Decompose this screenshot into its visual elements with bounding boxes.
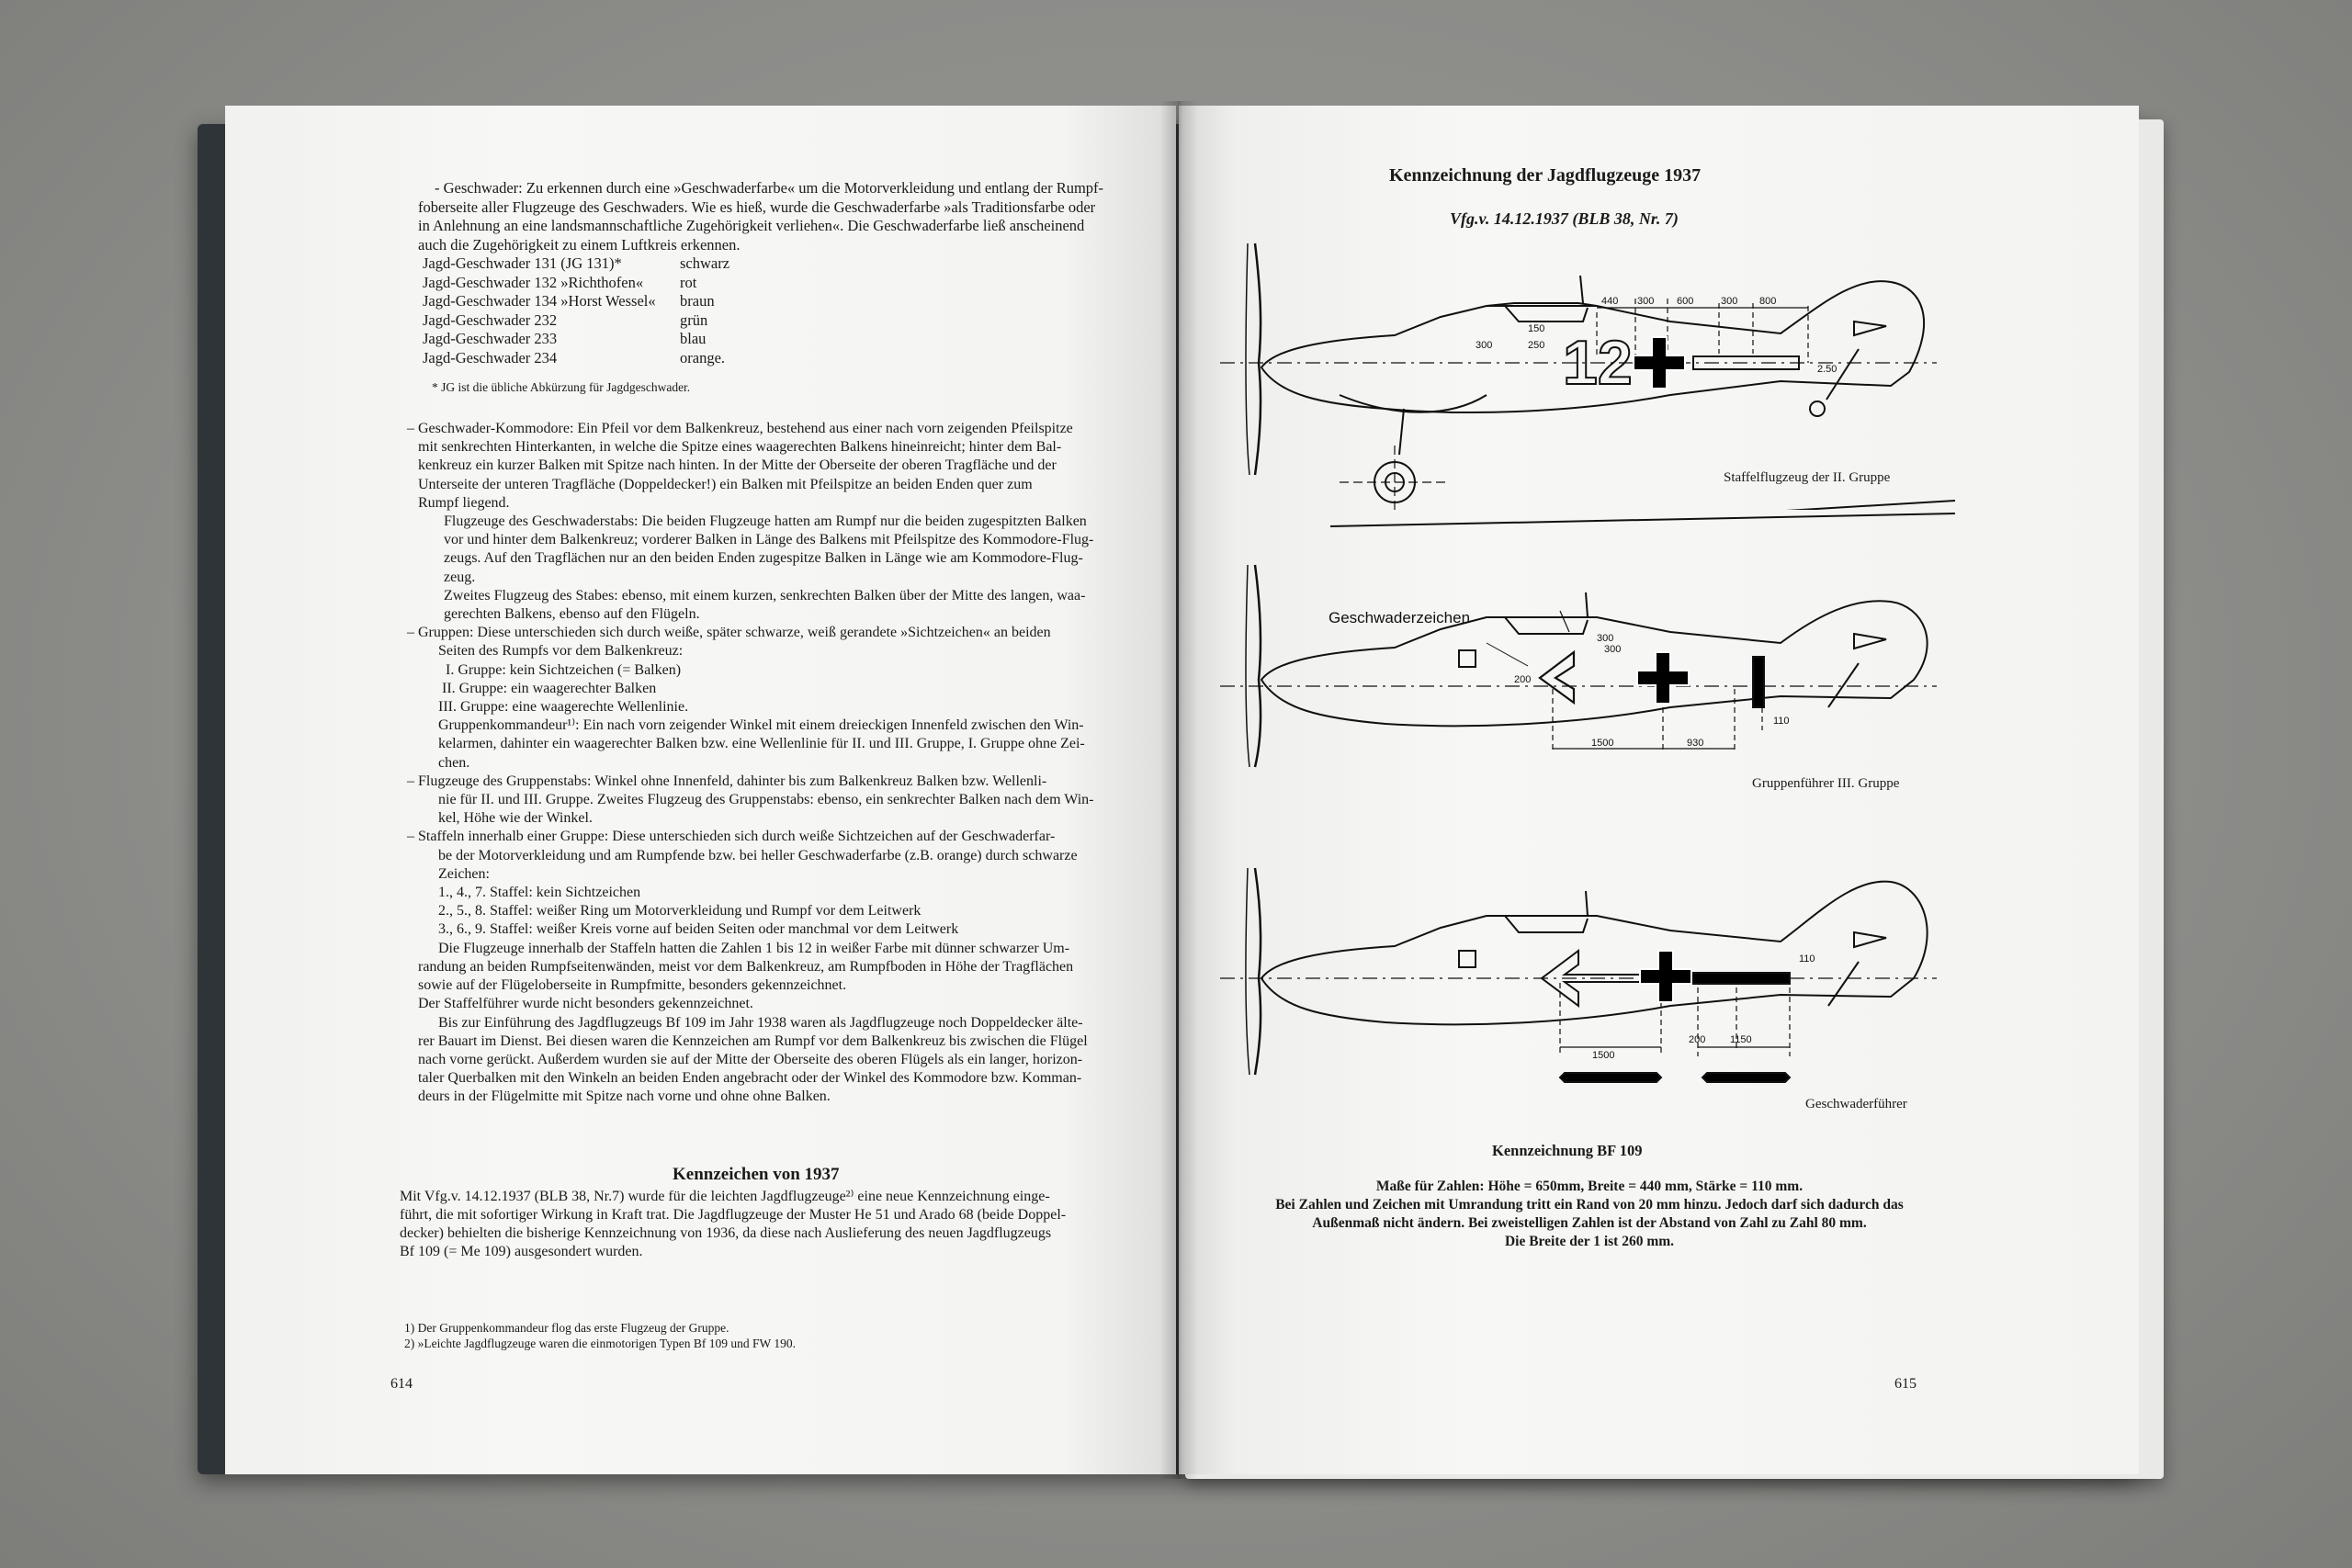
text-line: mit senkrechten Hinterkanten, in welche die Spitze eines waagerechten Balkens hineinreicht; hinter dem Bal- [418,439,1062,456]
text-line: chen. [438,754,470,771]
figure-caption: Staffelflugzeug der II. Gruppe [1724,470,1891,485]
text-line: auch die Zugehörigkeit zu einem Luftkreis erkennen. [418,235,741,254]
note-line: Maße für Zahlen: Höhe = 650mm, Breite = 440 mm, Stärke = 110 mm. [1375,1179,1804,1194]
text-line: Mit Vfg.v. 14.12.1937 (BLB 38, Nr.7) wurde für die leichten Jagdflugzeuge²⁾ eine neue Kennzeichnung einge- [400,1189,1050,1204]
page-subtitle: Vfg.v. 14.12.1937 (BLB 38, Nr. 7) [1450,209,1679,228]
text-line: Seiten des Rumpfs vor dem Balkenkreuz: [438,643,684,660]
text-line: III. Gruppe: eine waagerechte Wellenlinie. [438,699,689,716]
text-line: nach vorne gerückt. Außerdem wurden sie auf der Mitte der Oberseite des oberen Flügels als ein langer, horizon- [418,1051,1083,1067]
note-line: Außenmaß nicht ändern. Bei zweistelligen Zahlen ist der Abstand von Zahl zu Zahl 80 mm. [1312,1215,1867,1231]
table-footnote: * JG ist die übliche Abkürzung für Jagdgeschwader. [432,380,691,394]
text-line: in Anlehnung an eine landsmannschaftliche Zugehörigkeit verliehen«. Die Geschwaderfarbe ließ anscheinend [418,217,1085,234]
text-line: – Gruppen: Diese unterschieden sich durch weiße, später schwarze, weiß gerandete »Sichtzeichen« an beiden [407,625,1051,641]
aircraft-figure-gruppenfuehrer [1211,560,1964,772]
table-cell: orange. [680,348,726,367]
table-row [423,311,753,331]
text-line: gerechten Balkens, ebenso auf den Flügeln. [444,606,700,623]
section-text [400,1188,1144,1261]
page-title: Kennzeichnung der Jagdflugzeuge 1937 [1389,165,1702,186]
text-line: deurs in der Flügelmitte mit Spitze nach vorne und ohne ohne Balken. [418,1089,831,1105]
dimension-label: 800 [1759,296,1777,307]
separator-line [1211,510,1964,528]
dimension-label: 110 [1773,716,1790,727]
book-gutter [1159,101,1198,1479]
dimension-label: 200 [1689,1034,1706,1045]
dimension-label: 300 [1721,296,1738,307]
section-heading: Kennzeichen von 1937 [673,1165,840,1184]
dimension-label: 930 [1687,738,1704,749]
table-row [423,274,753,293]
dimension-label: 200 [1514,674,1532,685]
table-row [423,254,753,274]
table-cell: braun [680,292,715,310]
table-cell: Jagd-Geschwader 132 »Richthofen« [423,273,644,291]
text-line: Zeichen: [438,865,490,882]
text-line: Der Staffelführer wurde nicht besonders gekennzeichnet. [418,996,753,1012]
text-line: Zweites Flugzeug des Stabes: ebenso, mit einem kurzen, senkrechten Balken über der Mitte des langen, waa- [444,587,1086,604]
dimension-label: 300 [1597,633,1614,644]
text-line: 3., 6., 9. Staffel: weißer Kreis vorne auf beiden Seiten oder manchmal vor dem Leitwerk [438,921,959,938]
table-cell: rot [680,273,697,291]
dimension-label: 250 [1528,340,1545,351]
footnote: 2) »Leichte Jagdflugzeuge waren die einmotorigen Typen Bf 109 und FW 190. [404,1337,796,1350]
table-cell: blau [680,330,707,347]
text-line: Die Flugzeuge innerhalb der Staffeln hatten die Zahlen 1 bis 12 in weißer Farbe mit dünner schwarzer Um- [438,940,1070,956]
text-line: führt, die mit sofortiger Wirkung in Kraft trat. Die Jagdflugzeuge der Muster He 51 und Arado 68 (beide Doppel- [400,1207,1067,1223]
table-cell: Jagd-Geschwader 233 [423,330,558,347]
text-line: Bis zur Einführung des Jagdflugzeugs Bf 109 im Jahr 1938 waren als Jagdflugzeuge noch Doppeldecker älte- [438,1014,1083,1031]
text-line: decker) behielten die bisherige Kennzeichnung von 1936, da diese nach Auslieferung des neuen Jagdflugzeugs [400,1225,1052,1241]
text-line: Rumpf liegend. [418,494,510,511]
text-line: – Geschwader-Kommodore: Ein Pfeil vor dem Balkenkreuz, bestehend aus einer nach vorn zeigenden Pfeilspitze [407,421,1073,436]
dimension-label: 1500 [1591,738,1614,749]
balkenkreuz-icon [1637,652,1689,704]
text-line: vor und hinter dem Balkenkreuz; vorderer Balken in Länge des Balkens mit Pfeilspitze des Kommodore-Flug- [444,532,1094,548]
text-line: kenkreuz ein kurzer Balken mit Spitze nach hinten. In der Mitte der Oberseite der oberen Tragfläche und der [418,457,1057,474]
text-line: II. Gruppe: ein waagerechter Balken [442,680,657,696]
table-row [423,349,753,368]
dimension-label: 600 [1677,296,1694,307]
dimension-label: 300 [1637,296,1655,307]
text-line: nie für II. und III. Gruppe. Zweites Flugzeug des Gruppenstabs: ebenso, ein senkrechter Balken nach dem Win- [438,792,1094,808]
page-number-right: 615 [1894,1376,1917,1392]
notes [1194,1178,1984,1251]
table-cell: grün [680,310,708,329]
table-row [423,330,753,349]
page-number-left: 614 [390,1376,413,1392]
text-line: – Staffeln innerhalb einer Gruppe: Diese unterschieden sich durch weiße Sichtzeichen auf der Geschwaderfar- [407,829,1056,845]
aircraft-number: 12 [1563,328,1633,398]
text-line: 1., 4., 7. Staffel: kein Sichtzeichen [438,885,641,901]
dimension-label: 1150 [1730,1034,1752,1045]
table-cell: Jagd-Geschwader 232 [423,310,558,329]
balkenkreuz-icon [1640,951,1691,1002]
bottom-heading: Kennzeichnung BF 109 [1492,1142,1643,1159]
text-line: Gruppenkommandeur¹⁾: Ein nach vorn zeigender Winkel mit einem dreieckigen Innenfeld zwischen den Win- [438,717,1084,734]
dimension-label: 110 [1799,953,1815,964]
text-line: Bf 109 (= Me 109) ausgesondert wurden. [400,1244,643,1259]
footnote: 1) Der Gruppenkommandeur flog das erste Flugzeug der Gruppe. [404,1321,729,1335]
dimension-label: 300 [1476,340,1493,351]
dimension-label: 2.50 [1817,364,1838,375]
dimension-label: 150 [1528,323,1545,334]
text-line: sowie auf der Flügeloberseite in Rumpfmitte, besonders gekennzeichnet. [418,977,847,994]
geschwader-table [423,254,753,367]
dimension-label: 300 [1604,644,1622,655]
table-row [423,292,753,311]
text-line: – Flugzeuge des Gruppenstabs: Winkel ohne Innenfeld, dahinter bis zum Balkenkreuz Balken bzw. Wellenli- [407,773,1047,789]
table-cell: Jagd-Geschwader 134 »Horst Wessel« [423,292,656,310]
note-line: Die Breite der 1 ist 260 mm. [1504,1234,1675,1249]
text-line: be der Motorverkleidung und am Rumpfende bzw. bei heller Geschwaderfarbe (z.B. orange) durch schwarze [438,847,1078,863]
dimension-label: 440 [1601,296,1619,307]
aircraft-figure-staffelflugzeug [1211,234,1964,510]
balkenkreuz-icon [1634,337,1685,389]
geschwader-intro [418,179,1144,254]
text-line: randung an beiden Rumpfseitenwänden, meist vor dem Balkenkreuz, am Rumpfboden in Höhe der Tragflächen [418,958,1074,975]
text-line: zeugs. Auf den Tragflächen nur an den beiden Enden zugespitze Balken in Länge wie am Kommodore-Flug- [444,550,1083,567]
text-line: zeug. [444,569,476,585]
text-line: - Geschwader: Zu erkennen durch eine »Geschwaderfarbe« um die Motorverkleidung und entlang der Rumpf- [435,179,1104,197]
dimension-label: 1500 [1592,1050,1615,1061]
text-line: Flugzeuge des Geschwaderstabs: Die beiden Flugzeuge hatten am Rumpf nur die beiden zugespitzten Balken [444,513,1087,530]
text-line: kel, Höhe wie der Winkel. [438,810,593,827]
text-line: 2., 5., 8. Staffel: weißer Ring um Motorverkleidung und Rumpf vor dem Leitwerk [438,903,922,919]
text-line: rer Bauart im Dienst. Bei diesen waren die Kennzeichen am Rumpf vor dem Balkenkreuz bis zwischen die Flügel [418,1032,1088,1049]
body-text [407,420,1144,1107]
text-line: kelarmen, dahinter ein waagerechter Balken bzw. eine Wellenlinie für II. und III. Gruppe, I. Gruppe ohne Zei- [438,736,1085,752]
text-line: Unterseite der unteren Tragfläche (Doppeldecker!) ein Balken mit Pfeilspitze an beiden Enden quer zum [418,476,1033,492]
aircraft-figure-geschwaderfuehrer [1211,850,1964,1093]
text-line: I. Gruppe: kein Sichtzeichen (= Balken) [446,661,682,678]
figure-label: Geschwaderzeichen [1329,609,1471,626]
text-line: foberseite aller Flugzeuge des Geschwaders. Wie es hieß, wurde die Geschwaderfarbe »als Traditionsfarbe oder [418,197,1096,216]
text-line: taler Querbalken mit den Winkeln an beiden Enden angebracht oder der Winkel des Kommodore bzw. Komman- [418,1070,1082,1087]
table-cell: Jagd-Geschwader 234 [423,348,558,367]
note-line: Bei Zahlen und Zeichen mit Umrandung tritt ein Rand von 20 mm hinzu. Jedoch darf sich dadurch das [1275,1197,1904,1213]
table-cell: Jagd-Geschwader 131 (JG 131)* [423,254,622,272]
footnotes [404,1320,796,1351]
figure-caption: Gruppenführer III. Gruppe [1752,776,1900,791]
figure-caption: Geschwaderführer [1805,1097,1907,1111]
table-cell: schwarz [680,254,730,272]
